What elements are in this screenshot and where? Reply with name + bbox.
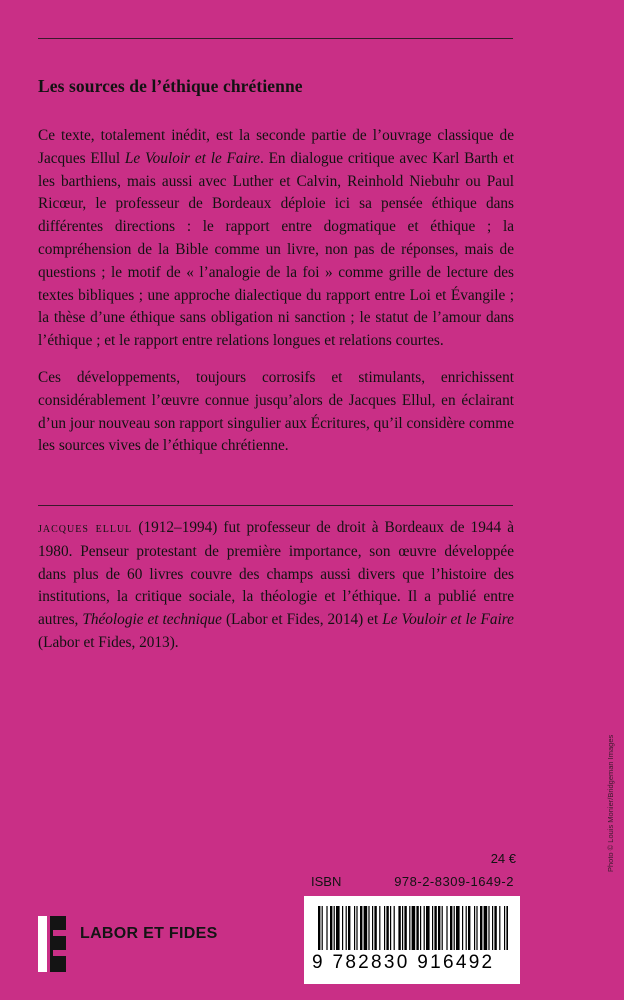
top-divider [38, 38, 513, 39]
barcode-bar [360, 906, 362, 950]
barcode-bar [364, 906, 368, 950]
barcode-bar [506, 906, 508, 950]
isbn-label: ISBN [311, 874, 342, 889]
p1-book-title: Le Vouloir et le Faire [124, 149, 260, 167]
barcode-bar [462, 906, 463, 950]
barcode-bar [354, 906, 355, 950]
barcode-bar [426, 906, 430, 950]
isbn-line [311, 874, 514, 889]
description-paragraph-1 [38, 125, 514, 353]
description-paragraph-2: Ces développements, toujours corrosifs et stimulants, enrichissent considérablement l’œuvre connue jusqu’alors de Jacques Ellul, en éclairant d’un jour nouveau son rapport singulier aux Écritures, qu’il considère comme les sources vives de l’éthique chrétienne. [38, 369, 514, 455]
photo-credit: Photo © Louis Monier/Bridgeman Images [606, 734, 615, 872]
isbn-number: 978-2-8309-1649-2 [394, 874, 514, 889]
barcode-bar [446, 906, 447, 950]
barcode-bar [368, 906, 369, 950]
barcode-bar [499, 906, 500, 950]
barcode-bar [438, 906, 440, 950]
bio-text-2: (Labor et Fides, 2014) et [221, 611, 383, 629]
barcode-bar [488, 906, 489, 950]
barcode-bar [372, 906, 373, 950]
barcode-bar [336, 906, 340, 950]
barcode-bar [322, 906, 323, 950]
publisher-logo-icon [38, 916, 66, 972]
p1-text-a: Ce texte, totalement inédit, est la seconde partie de l’ouvrage classique de Jacques Ellul [38, 127, 514, 167]
bio-title-2: Le Vouloir et le Faire [382, 611, 514, 629]
barcode-bar [456, 906, 460, 950]
publisher-name: LABOR ET FIDES [80, 925, 218, 942]
barcode-bar [334, 906, 335, 950]
barcode-bar [504, 906, 505, 950]
barcode-bar [416, 906, 418, 950]
barcode-bar [318, 906, 320, 950]
barcode-bar [432, 906, 433, 950]
barcode-bar [434, 906, 436, 950]
barcode-bar [398, 906, 400, 950]
barcode-bar [450, 906, 452, 950]
bio-text-3: (Labor et Fides, 2013). [38, 633, 179, 651]
barcode-bar [346, 906, 347, 950]
barcode-bar [379, 906, 380, 950]
barcode-bar [326, 906, 327, 950]
barcode-bar [348, 906, 350, 950]
barcode-bar [386, 906, 388, 950]
barcode-bar [442, 906, 443, 950]
barcode-bar [412, 906, 416, 950]
barcode-bar [404, 906, 406, 950]
barcode-bar [454, 906, 455, 950]
barcode-bar [374, 906, 376, 950]
barcode-bars [318, 906, 508, 952]
bio-text-1: (1912–1994) fut professeur de droit à Bordeaux de 1944 à 1980. Penseur protestant de première importance, son œuvre développée dans plus de 60 livres couvre des champs aussi divers que l’histoire des institutions, la critique sociale, la théologie et l’éthique. Il a publié entre autres, [38, 519, 514, 629]
barcode-bar [420, 906, 421, 950]
barcode-bar [492, 906, 493, 950]
barcode-bar [494, 906, 496, 950]
barcode-bar [480, 906, 482, 950]
p1-text-b: . En dialogue critique avec Karl Barth et les barthiens, mais aussi avec Luther et Calvin, Reinhold Niebuhr ou Paul Ricœur, le professeur de Bordeaux déploie ici sa pensée éthique dans différentes directions : le rapport entre dogmatique et éthique ; la compréhension de la Bible comme un livre, non pas de réponses, mais de questions ; le motif de « l’analogie de la foi » comme grille de lecture des textes bibliques ; une approche dialectique du rapport entre Loi et Évangile ; la thèse d’une éthique sans obligation ni sanction ; le statut de l’amour dans l’éthique ; et le rapport entre relations longues et relations courtes. [38, 149, 515, 350]
back-cover-heading: Les sources de l’éthique chrétienne [38, 76, 303, 96]
barcode-bar [476, 906, 477, 950]
barcode-bar [484, 906, 488, 950]
barcode-bar [424, 906, 425, 950]
barcode-bar [330, 906, 332, 950]
bio-title-1: Théologie et technique [82, 611, 222, 629]
author-name: jacques ellul [38, 521, 133, 536]
middle-divider [38, 505, 513, 506]
barcode-bar [342, 906, 343, 950]
barcode-bar [402, 906, 403, 950]
barcode-bar [474, 906, 475, 950]
barcode-bar [466, 906, 467, 950]
barcode-bar [409, 906, 410, 950]
barcode-digits: 9 782830 916492 [312, 952, 495, 973]
barcode [304, 896, 520, 984]
barcode-bar [390, 906, 391, 950]
barcode-bar [394, 906, 395, 950]
barcode-bar [384, 906, 385, 950]
author-bio [38, 517, 514, 655]
price: 24 € [490, 851, 516, 866]
barcode-bar [356, 906, 357, 950]
barcode-bar [468, 906, 470, 950]
